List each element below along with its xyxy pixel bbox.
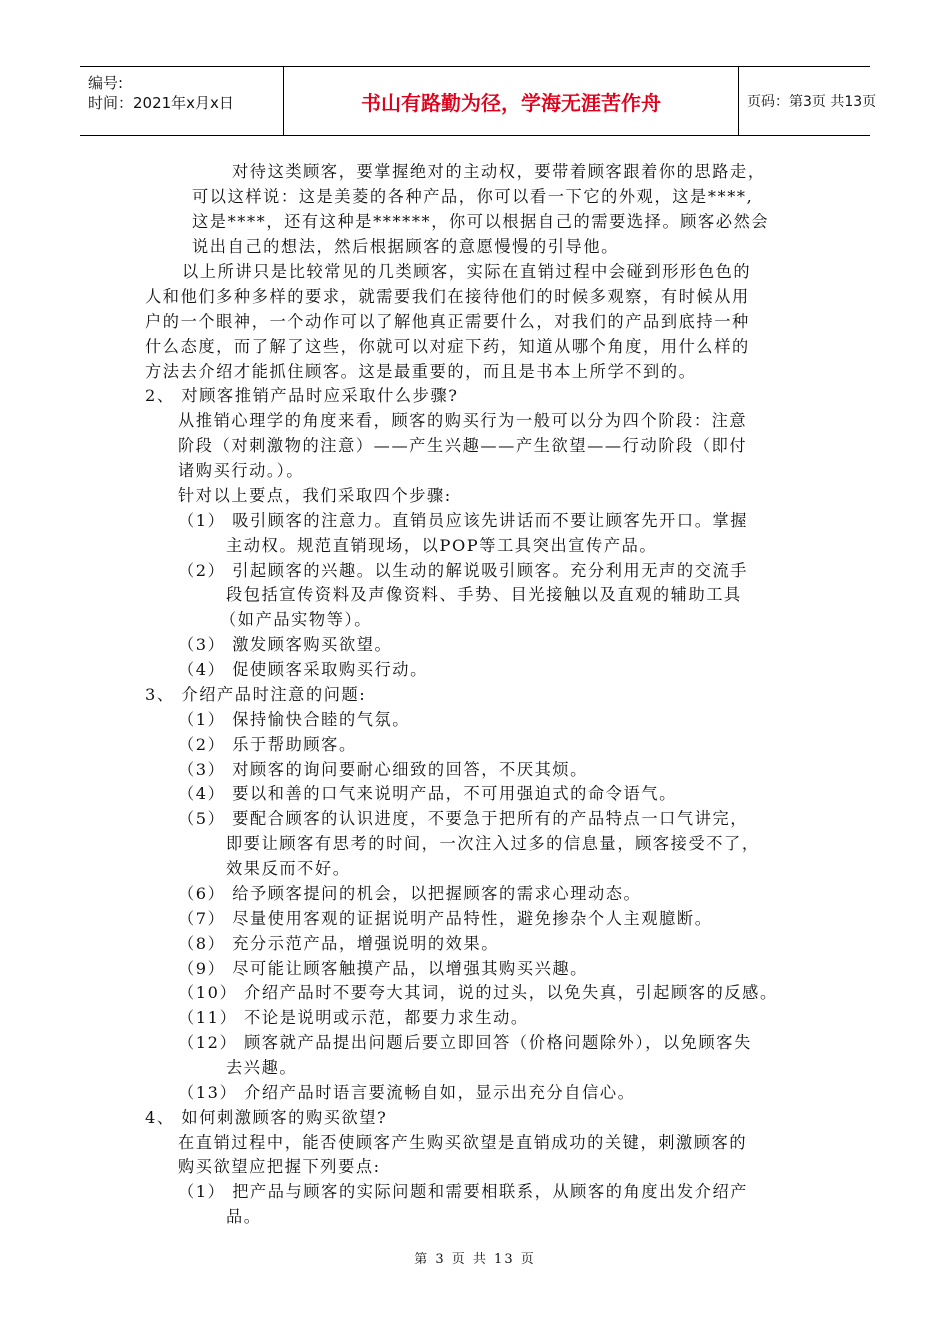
list-item: （8） 充分示范产品，增强说明的效果。 bbox=[178, 934, 500, 953]
list-item: （12） 顾客就产品提出问题后要立即回答（价格问题除外），以免顾客失 bbox=[178, 1033, 752, 1052]
text-line: 说出自己的想法，然后根据顾客的意愿慢慢的引导他。 bbox=[192, 237, 619, 256]
text-line: 在直销过程中，能否使顾客产生购买欲望是直销成功的关键，刺激顾客的 bbox=[178, 1133, 748, 1152]
text-line: 诸购买行动。）。 bbox=[178, 461, 305, 480]
document-date-label: 时间：2021年x月x日 bbox=[88, 94, 234, 112]
list-item-continuation: 品。 bbox=[226, 1207, 262, 1226]
list-item: （2） 乐于帮助顾客。 bbox=[178, 735, 357, 754]
text-line: 购买欲望应把握下列要点: bbox=[178, 1157, 381, 1176]
list-item: （1） 保持愉快合睦的气氛。 bbox=[178, 710, 411, 729]
list-item: （5） 要配合顾客的认识进度，不要急于把所有的产品特点一口气讲完， bbox=[178, 809, 749, 828]
list-item-continuation: 效果反而不好。 bbox=[226, 859, 351, 878]
text-line: 这是****，还有这种是******，你可以根据自己的需要选择。顾客必然会 bbox=[192, 212, 770, 231]
list-item: （3） 激发顾客购买欲望。 bbox=[178, 635, 393, 654]
list-item: （1） 把产品与顾客的实际问题和需要相联系，从顾客的角度出发介绍产 bbox=[178, 1182, 749, 1201]
list-item-continuation: 主动权。规范直销现场，以POP等工具突出宣传产品。 bbox=[226, 536, 658, 555]
list-item: （3） 对顾客的询问要耐心细致的回答，不厌其烦。 bbox=[178, 760, 588, 779]
list-item: （4） 促使顾客采取购买行动。 bbox=[178, 660, 428, 679]
section-heading: 4、 如何刺激顾客的购买欲望? bbox=[145, 1108, 388, 1127]
text-line: 阶段（对刺激物的注意）——产生兴趣——产生欲望——行动阶段（即付 bbox=[178, 436, 748, 455]
text-line: 人和他们多种多样的要求，就需要我们在接待他们的时候多观察，有时候从用 bbox=[145, 287, 750, 306]
list-item: （2） 引起顾客的兴趣。以生动的解说吸引顾客。充分利用无声的交流手 bbox=[178, 561, 749, 580]
page-header bbox=[80, 66, 877, 136]
list-item-continuation: 即要让顾客有思考的时间，一次注入过多的信息量，顾客接受不了， bbox=[226, 834, 760, 853]
list-item-continuation: （如产品实物等）。 bbox=[220, 610, 372, 629]
text-line: 什么态度，而了解了这些，你就可以对症下药，知道从哪个角度，用什么样的 bbox=[145, 337, 750, 356]
text-line: 方法去介绍才能抓住顾客。这是最重要的，而且是书本上所学不到的。 bbox=[145, 362, 697, 381]
text-line: 从推销心理学的角度来看，顾客的购买行为一般可以分为四个阶段：注意 bbox=[178, 411, 748, 430]
list-item: （7） 尽量使用客观的证据说明产品特性，避免掺杂个人主观臆断。 bbox=[178, 909, 713, 928]
header-page-number: 页码：第3页 共13页 bbox=[747, 94, 877, 110]
list-item: （11） 不论是说明或示范，都要力求生动。 bbox=[178, 1008, 529, 1027]
list-item: （1） 吸引顾客的注意力。直销员应该先讲话而不要让顾客先开口。掌握 bbox=[178, 511, 749, 530]
header-motto-cell bbox=[284, 67, 739, 135]
document-number-label: 编号: bbox=[88, 74, 124, 92]
section-heading: 3、 介绍产品时注意的问题: bbox=[145, 685, 367, 704]
list-item-continuation: 去兴趣。 bbox=[226, 1058, 298, 1077]
list-item: （9） 尽可能让顾客触摸产品，以增强其购买兴趣。 bbox=[178, 959, 588, 978]
section-heading: 2、 对顾客推销产品时应采取什么步骤? bbox=[145, 386, 459, 405]
header-motto: 书山有路勤为径，学海无涯苦作舟 bbox=[361, 90, 661, 115]
text-line: 可以这样说：这是美菱的各种产品，你可以看一下它的外观，这是****, bbox=[192, 187, 754, 206]
list-item: （13） 介绍产品时语言要流畅自如，显示出充分自信心。 bbox=[178, 1083, 636, 1102]
list-item: （6） 给予顾客提问的机会，以把握顾客的需求心理动态。 bbox=[178, 884, 642, 903]
text-line: 对待这类顾客，要掌握绝对的主动权，要带着顾客跟着你的思路走， bbox=[232, 162, 766, 181]
list-item-continuation: 段包括宣传资料及声像资料、手势、目光接触以及直观的辅助工具 bbox=[226, 585, 742, 604]
header-meta bbox=[80, 67, 284, 135]
text-line: 针对以上要点，我们采取四个步骤: bbox=[178, 486, 452, 505]
text-line: 户的一个眼神，一个动作可以了解他真正需要什么，对我们的产品到底持一种 bbox=[145, 312, 750, 331]
text-line: 以上所讲只是比较常见的几类顾客，实际在直销过程中会碰到形形色色的 bbox=[182, 262, 752, 281]
list-item: （10） 介绍产品时不要夸大其词，说的过头，以免失真，引起顾客的反感。 bbox=[178, 983, 778, 1002]
page-footer: 第 3 页 共 13 页 bbox=[414, 1252, 536, 1267]
list-item: （4） 要以和善的口气来说明产品，不可用强迫式的命令语气。 bbox=[178, 784, 677, 803]
